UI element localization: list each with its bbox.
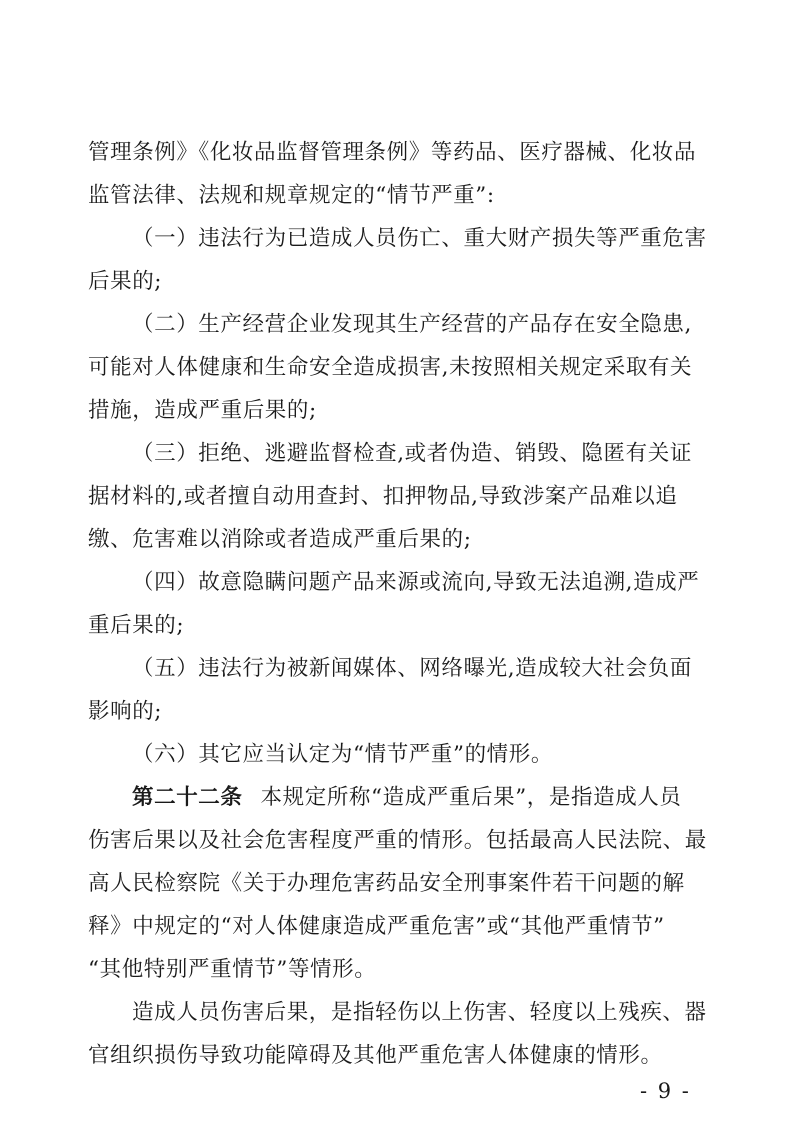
text-line: 重后果的;: [88, 613, 185, 638]
text-line: “其他特别严重情节”等情形。: [88, 957, 377, 982]
text-line: 监管法律、法规和规章规定的“情节严重”:: [88, 183, 495, 208]
text-line: 管理条例》《化妆品监督管理条例》等药品、医疗器械、化妆品: [88, 140, 697, 165]
text-line: 伤害后果以及社会危害程度严重的情形。包括最高人民法院、最: [88, 828, 707, 853]
article-text: 本规定所称“造成严重后果”，是指造成人员: [260, 785, 682, 810]
text-line: 释》中规定的“对人体健康造成严重危害”或“其他严重情节”: [88, 914, 665, 939]
text-line: （四）故意隐瞒问题产品来源或流向,导致无法追溯,造成严: [132, 570, 700, 595]
text-line: 可能对人体健康和生命安全造成损害,未按照相关规定采取有关: [88, 355, 693, 380]
text-line: （五）违法行为被新闻媒体、网络曝光,造成较大社会负面: [132, 656, 692, 681]
text-line: （三）拒绝、逃避监督检查,或者伪造、销毁、隐匿有关证: [132, 441, 692, 466]
article-heading: 第二十二条: [132, 785, 243, 810]
text-line: （一）违法行为已造成人员伤亡、重大财产损失等严重危害: [132, 226, 707, 251]
text-line: 后果的;: [88, 269, 163, 294]
text-line: （六）其它应当认定为“情节严重”的情形。: [132, 742, 553, 767]
text-line: 影响的;: [88, 699, 163, 724]
page-number: - 9 -: [640, 1079, 691, 1103]
text-line: 措施，造成严重后果的;: [88, 398, 317, 423]
text-line: （二）生产经营企业发现其生产经营的产品存在安全隐患,: [132, 312, 692, 337]
article-22-line: [132, 783, 682, 813]
text-line: 缴、危害难以消除或者造成严重后果的;: [88, 527, 472, 552]
text-line: 官组织损伤导致功能障碍及其他严重危害人体健康的情形。: [88, 1043, 663, 1068]
text-line: 高人民检察院《关于办理危害药品安全刑事案件若干问题的解: [88, 871, 685, 896]
text-line: 造成人员伤害后果，是指轻伤以上伤害、轻度以上残疾、器: [132, 1000, 707, 1025]
text-line: 据材料的,或者擅自动用查封、扣押物品,导致涉案产品难以追: [88, 484, 678, 509]
